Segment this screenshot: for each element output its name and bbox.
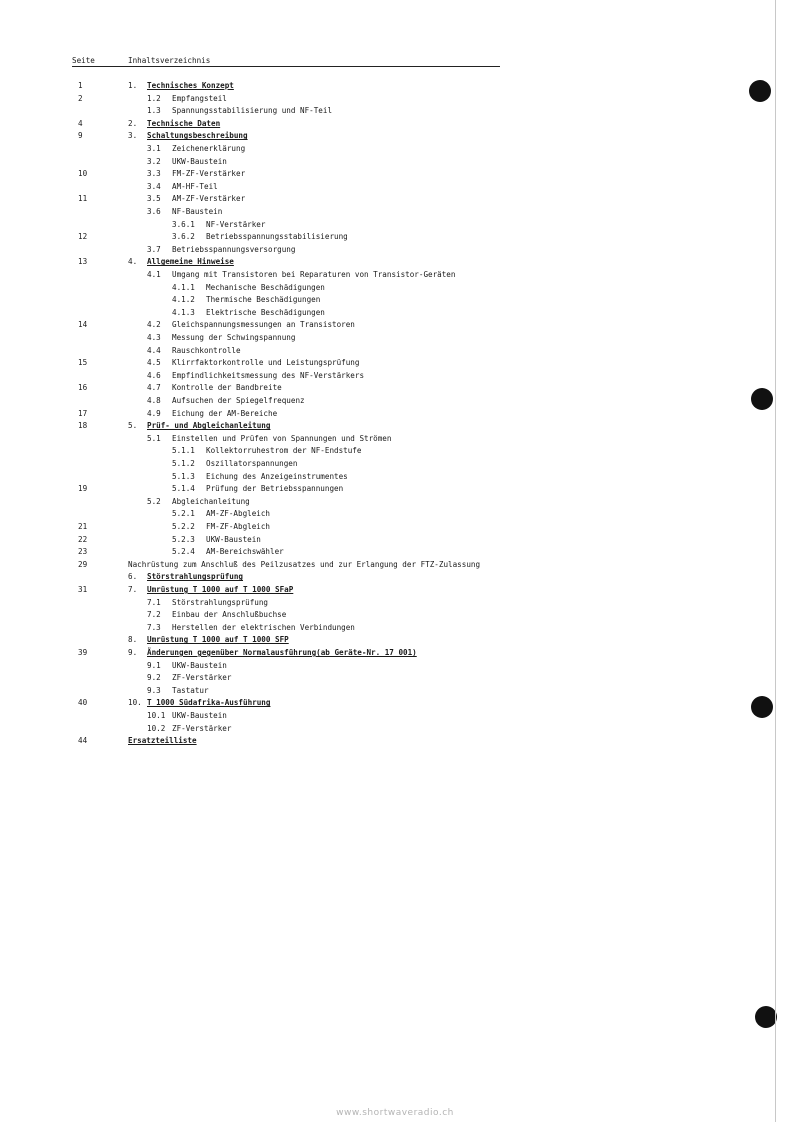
toc-section-title: NF-Verstärker [206, 219, 266, 229]
toc-section-number: 4.8 [147, 396, 161, 405]
toc-section-number: 1. [128, 81, 138, 90]
toc-section-number: 5.1.4 [172, 484, 195, 494]
toc-section-title: Ersatzteilliste [128, 736, 197, 746]
toc-section-number: 4.1.3 [172, 307, 195, 317]
toc-page-number: 21 [78, 522, 88, 531]
toc-section-number: 5.2 [147, 496, 161, 506]
toc-page-number: 31 [78, 585, 88, 594]
toc-section-number: 8. [128, 635, 138, 645]
scan-edge [775, 0, 776, 1122]
toc-section-number: 5.2.2 [172, 522, 195, 531]
toc-section-title: UKW-Baustein [206, 534, 261, 544]
toc-section-number: 4.3 [147, 333, 161, 342]
toc-section-title: Aufsuchen der Spiegelfrequenz [172, 396, 305, 405]
toc-page-number: 13 [78, 257, 88, 267]
toc-section-number: 10.2 [147, 723, 166, 733]
toc-section-title: UKW-Baustein [172, 156, 227, 166]
toc-section-title: ZF-Verstärker [172, 723, 232, 733]
toc-page-number: 17 [78, 408, 88, 418]
toc-section-number: 5.2.4 [172, 547, 195, 557]
toc-section-number: 3.3 [147, 169, 161, 179]
toc-section-number: 9.1 [147, 660, 161, 670]
toc-section-number: 7.1 [147, 597, 161, 607]
toc-section-title: Änderungen gegenüber Normalausführung(ab Geräte-Nr. 17 001) [147, 648, 417, 657]
toc-section-title: AM-Bereichswähler [206, 547, 284, 557]
punch-hole-1 [749, 80, 771, 102]
toc-section-title: Tastatur [172, 685, 209, 695]
toc-section-number: 7. [128, 585, 138, 594]
toc-section-number: 7.2 [147, 610, 161, 620]
toc-section-number: 5.2.1 [172, 509, 195, 519]
toc-section-title: Umrüstung T 1000 auf T 1000 SFP [147, 635, 289, 645]
toc-section-title: Störstrahlungsprüfung [147, 572, 244, 582]
toc-page-number: 18 [78, 421, 88, 431]
toc-section-title: Betriebsspannungsversorgung [172, 244, 296, 254]
toc-page-number: 40 [78, 698, 88, 708]
toc-section-title: Mechanische Beschädigungen [206, 282, 325, 292]
toc-section-number: 4.7 [147, 383, 161, 393]
toc-section-title: Prüfung der Betriebsspannungen [206, 484, 344, 494]
toc-section-title: Empfindlichkeitsmessung des NF-Verstärkers [172, 370, 365, 380]
toc-section-title: ZF-Verstärker [172, 673, 232, 683]
toc-section-title: Einbau der Anschlußbuchse [172, 610, 287, 620]
toc-section-number: 10. [128, 698, 142, 708]
toc-section-number: 4.9 [147, 408, 161, 418]
toc-section-title: Schaltungsbeschreibung [147, 131, 248, 141]
toc-section-number: 3.6.1 [172, 219, 195, 229]
toc-section-title: UKW-Baustein [172, 660, 227, 670]
toc-section-number: 5.1 [147, 433, 161, 443]
toc-section-title: Technisches Konzept [147, 81, 234, 90]
toc-section-title: Umgang mit Transistoren bei Reparaturen von Transistor-Geräten [172, 270, 456, 279]
toc-section-number: 4.5 [147, 358, 161, 368]
toc-section-number: 2. [128, 118, 138, 128]
page-column-label: Seite [72, 56, 95, 65]
toc-section-title: Technische Daten [147, 118, 221, 128]
toc-section-number: 7.3 [147, 622, 161, 632]
toc-section-title: Störstrahlungsprüfung [172, 597, 269, 607]
toc-section-number: 4.1 [147, 270, 161, 279]
toc-page-number: 9 [78, 131, 83, 141]
toc-section-number: 4.1.2 [172, 295, 195, 305]
toc-section-number: 4.2 [147, 320, 161, 330]
toc-section-title: UKW-Baustein [172, 711, 227, 720]
toc-section-title: AM-HF-Teil [172, 181, 218, 191]
toc-page-number: 16 [78, 383, 88, 393]
toc-page-number: 14 [78, 320, 88, 330]
toc-section-title: Gleichspannungsmessungen an Transistoren [172, 320, 355, 330]
toc-section-title: Oszillatorspannungen [206, 459, 298, 468]
toc-section-number: 5.1.3 [172, 471, 195, 481]
toc-section-number: 5.1.1 [172, 446, 195, 456]
header-rule [72, 66, 500, 67]
toc-section-title: Einstellen und Prüfen von Spannungen und Strömen [172, 433, 392, 443]
toc-section-number: 4. [128, 257, 138, 267]
toc-page-number: 12 [78, 232, 88, 242]
toc-section-title: Allgemeine Hinweise [147, 257, 234, 267]
toc-page-number: 44 [78, 736, 88, 746]
punch-hole-2 [751, 388, 773, 410]
toc-section-title: Rauschkontrolle [172, 345, 241, 355]
toc-section-title: Umrüstung T 1000 auf T 1000 SFaP [147, 585, 294, 594]
toc-page-number: 15 [78, 358, 88, 368]
toc-page-number: 1 [78, 81, 83, 90]
toc-section-title: T 1000 Südafrika-Ausführung [147, 698, 271, 708]
toc-section-title: Abgleichanleitung [172, 496, 250, 506]
toc-section-number: 1.3 [147, 106, 161, 116]
toc-section-number: 3.2 [147, 156, 161, 166]
toc-section-title: Klirrfaktorkontrolle und Leistungsprüfung [172, 358, 360, 368]
toc-section-number: 3.5 [147, 194, 161, 204]
toc-section-title: AM-ZF-Verstärker [172, 194, 246, 204]
toc-page-number: 29 [78, 559, 88, 569]
toc-section-title: Herstellen der elektrischen Verbindungen [172, 622, 355, 632]
toc-page-number: 2 [78, 93, 83, 103]
toc-page-number: 11 [78, 194, 88, 204]
toc-section-title: Messung der Schwingspannung [172, 333, 296, 342]
toc-section-number: 3.6.2 [172, 232, 195, 242]
toc-section-number: 6. [128, 572, 138, 582]
toc-page-number: 23 [78, 547, 88, 557]
toc-section-title: Zeichenerklärung [172, 144, 246, 153]
toc-section-title: Elektrische Beschädigungen [206, 307, 325, 317]
punch-hole-3 [751, 696, 773, 718]
toc-section-title: Prüf- und Abgleichanleitung [147, 421, 271, 431]
toc-section-number: 1.2 [147, 93, 161, 103]
toc-page-number: 22 [78, 534, 88, 544]
toc-section-number: 5. [128, 421, 138, 431]
toc-section-title: Spannungsstabilisierung und NF-Teil [172, 106, 333, 116]
watermark: www.shortwaveradio.ch [336, 1108, 454, 1118]
toc-page-number: 4 [78, 118, 83, 128]
page-title: Inhaltsverzeichnis [128, 56, 211, 65]
toc-section-number: 5.1.2 [172, 459, 195, 468]
toc-section-title: Nachrüstung zum Anschluß des Peilzusatzes und zur Erlangung der FTZ-Zulassung [128, 559, 481, 569]
toc-section-title: Kontrolle der Bandbreite [172, 383, 282, 393]
toc-section-title: NF-Baustein [172, 207, 223, 216]
toc-section-number: 9. [128, 648, 138, 657]
toc-section-number: 9.2 [147, 673, 161, 683]
toc-section-title: Betriebsspannungsstabilisierung [206, 232, 348, 242]
toc-section-number: 3.7 [147, 244, 161, 254]
toc-section-title: AM-ZF-Abgleich [206, 509, 271, 519]
toc-page-number: 19 [78, 484, 88, 494]
toc-section-number: 4.6 [147, 370, 161, 380]
toc-section-number: 3. [128, 131, 138, 141]
toc-page-number: 39 [78, 648, 88, 657]
punch-hole-4 [755, 1006, 777, 1028]
toc-section-number: 3.6 [147, 207, 161, 216]
toc-section-title: Empfangsteil [172, 93, 227, 103]
toc-section-number: 5.2.3 [172, 534, 195, 544]
toc-section-number: 4.4 [147, 345, 161, 355]
toc-section-number: 4.1.1 [172, 282, 195, 292]
toc-section-title: FM-ZF-Abgleich [206, 522, 271, 531]
toc-section-title: Eichung der AM-Bereiche [172, 408, 278, 418]
toc-section-number: 3.4 [147, 181, 161, 191]
toc-section-title: Thermische Beschädigungen [206, 295, 321, 305]
toc-section-number: 9.3 [147, 685, 161, 695]
toc-page-number: 10 [78, 169, 88, 179]
toc-section-title: FM-ZF-Verstärker [172, 169, 246, 179]
toc-section-title: Kollektorruhestrom der NF-Endstufe [206, 446, 362, 456]
toc-section-number: 3.1 [147, 144, 161, 153]
toc-section-title: Eichung des Anzeigeinstrumentes [206, 471, 348, 481]
toc-section-number: 10.1 [147, 711, 166, 720]
